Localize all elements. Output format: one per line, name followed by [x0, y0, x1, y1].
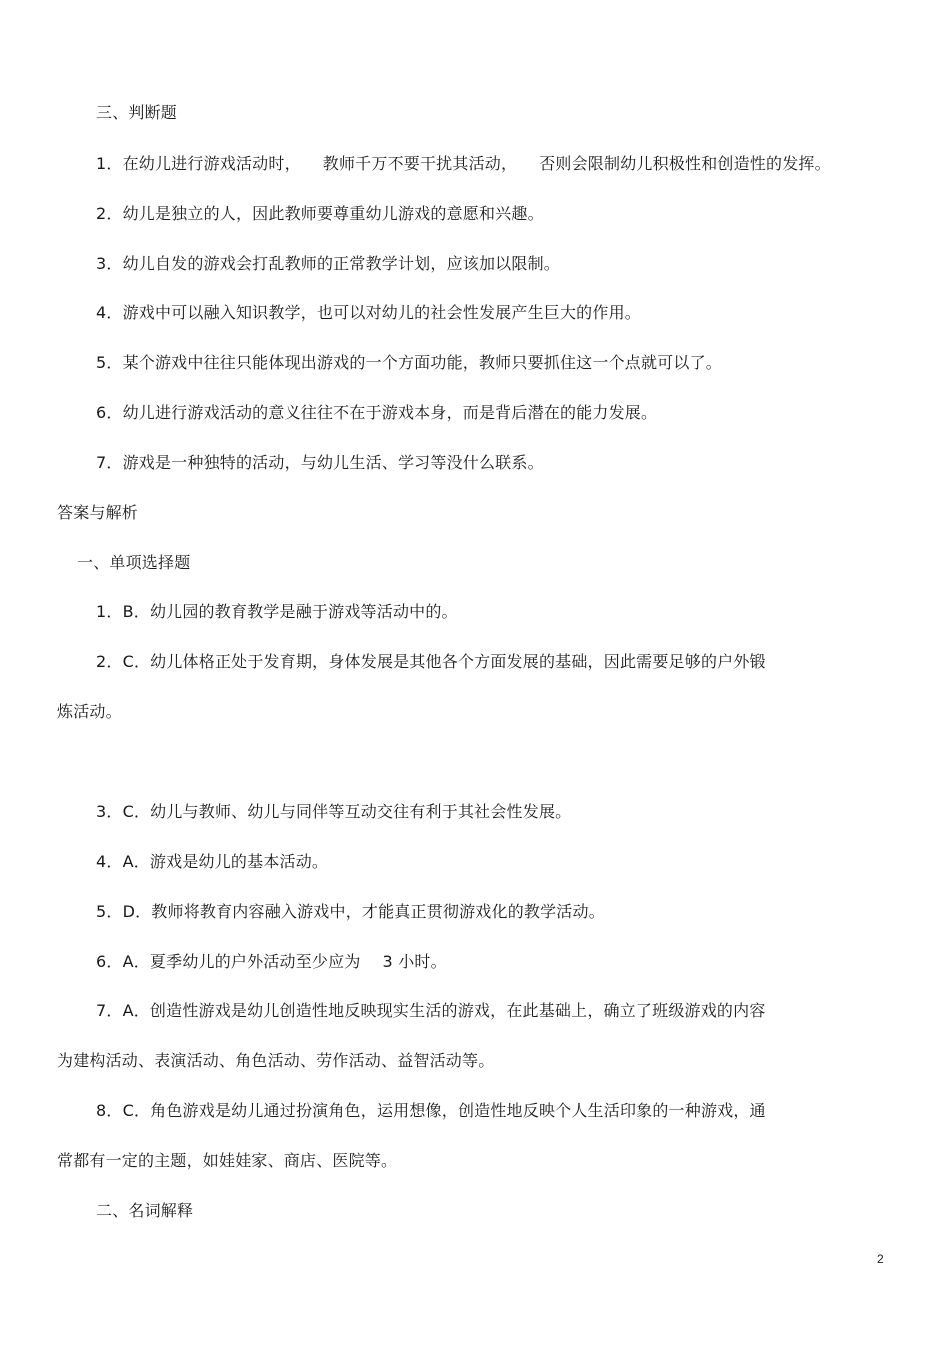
answer-1: 1．B．幼儿园的教育教学是融于游戏等活动中的。	[96, 602, 458, 621]
section-heading-judgment: 三、判断题	[96, 103, 178, 122]
section-heading-terms: 二、名词解释	[96, 1201, 194, 1220]
question-2: 2．幼儿是独立的人，因此教师要尊重幼儿游戏的意愿和兴趣。	[96, 204, 544, 223]
answers-heading: 答案与解析	[57, 503, 139, 522]
answer-7-line-1: 7．A．创造性游戏是幼儿创造性地反映现实生活的游戏，在此基础上，确立了班级游戏的内容	[96, 1001, 766, 1020]
section-heading-single-choice: 一、单项选择题	[77, 553, 191, 572]
answer-8-line-2: 常都有一定的主题，如娃娃家、商店、医院等。	[57, 1151, 398, 1170]
question-6: 6．幼儿进行游戏活动的意义往往不在于游戏本身，而是背后潜在的能力发展。	[96, 403, 658, 422]
answer-2-line-1: 2．C．幼儿体格正处于发育期，身体发展是其他各个方面发展的基础，因此需要足够的户外锻	[96, 652, 766, 671]
question-7: 7．游戏是一种独特的活动，与幼儿生活、学习等没什么联系。	[96, 453, 544, 472]
answer-7-line-2: 为建构活动、表演活动、角色活动、劳作活动、益智活动等。	[57, 1051, 495, 1070]
answer-6-part-a: 6．A．夏季幼儿的户外活动至少应为	[96, 952, 361, 971]
question-5: 5．某个游戏中往往只能体现出游戏的一个方面功能，教师只要抓住这一个点就可以了。	[96, 353, 722, 372]
answer-8-line-1: 8．C．角色游戏是幼儿通过扮演角色，运用想像，创造性地反映个人生活印象的一种游戏，通	[96, 1101, 766, 1120]
answer-5: 5．D．教师将教育内容融入游戏中，才能真正贯彻游戏化的教学活动。	[96, 902, 605, 921]
question-1-part-a: 1．在幼儿进行游戏活动时，	[96, 154, 301, 173]
question-1-part-c: 否则会限制幼儿积极性和创造性的发挥。	[539, 154, 831, 173]
question-4: 4．游戏中可以融入知识教学，也可以对幼儿的社会性发展产生巨大的作用。	[96, 303, 641, 322]
answer-6-part-b: 3 小时。	[382, 952, 447, 971]
answer-6	[96, 951, 447, 973]
answer-4: 4．A．游戏是幼儿的基本活动。	[96, 852, 329, 871]
question-1	[96, 153, 831, 175]
page-number: 2	[877, 1252, 884, 1266]
answer-3: 3．C．幼儿与教师、幼儿与同伴等互动交往有利于其社会性发展。	[96, 802, 572, 821]
question-1-part-b: 教师千万不要干扰其活动，	[322, 154, 518, 173]
answer-2-line-2: 炼活动。	[57, 702, 122, 721]
question-3: 3．幼儿自发的游戏会打乱教师的正常教学计划，应该加以限制。	[96, 254, 560, 273]
